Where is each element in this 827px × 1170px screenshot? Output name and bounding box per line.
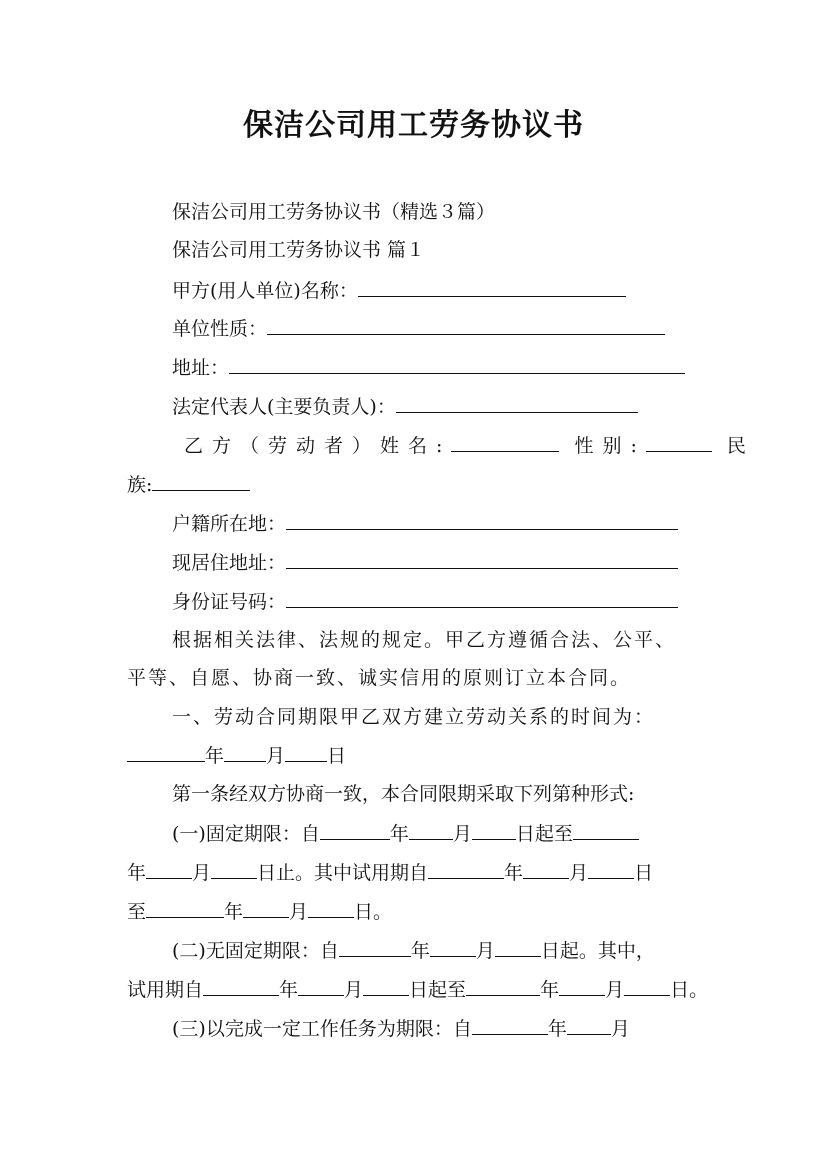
basis-paragraph-line-1: 根据相关法律、法规的规定。甲乙方遵循合法、公平、 [172, 629, 677, 651]
household-label: 户籍所在地： [172, 513, 287, 535]
fixed-term-line-2 [127, 858, 653, 887]
unit-nature-line [172, 314, 665, 343]
fixed-start-day-blank [472, 819, 516, 840]
month-label: 月 [605, 979, 625, 1001]
section-heading: 保洁公司用工劳务协议书 篇１ [172, 239, 426, 261]
party-a-name-blank [358, 276, 626, 297]
party-b-line [184, 431, 755, 460]
party-a-name-label: 甲方(用人单位)名称： [172, 280, 358, 302]
document-title: 保洁公司用工劳务协议书 [243, 108, 584, 143]
month-label: 月 [452, 823, 472, 845]
nonfixed-day-blank [495, 936, 541, 957]
nf-trial-start-day-blank [363, 975, 409, 996]
task-year-blank [472, 1014, 548, 1035]
household-blank [286, 509, 678, 530]
fixed-term-line-3 [127, 897, 392, 926]
residence-blank [286, 548, 678, 569]
fixed-term-label: (一)固定期限：自 [172, 823, 320, 845]
term-year-blank [127, 741, 205, 762]
year-label: 年 [389, 823, 409, 845]
household-line [172, 509, 678, 538]
year-label: 年 [205, 745, 225, 767]
term-date-line [127, 741, 346, 770]
term-day-blank [285, 741, 327, 762]
nf-trial-start-month-blank [298, 975, 344, 996]
trial-start-year-blank [428, 858, 504, 879]
unit-nature-blank [267, 314, 665, 335]
nf-trial-end-month-blank [559, 975, 605, 996]
end-trial-label: 日止。其中试用期自 [257, 862, 429, 884]
ethnic-label-start: 民 [726, 435, 755, 457]
month-label: 月 [344, 979, 364, 1001]
ethnic-label-end: 族: [127, 474, 153, 496]
nonfixed-term-line-1 [172, 936, 655, 965]
ethnic-blank [152, 470, 250, 491]
term-month-blank [224, 741, 266, 762]
article-1: 第一条经双方协商一致，本合同限期采取下列第种形式: [172, 783, 635, 805]
year-label: 年 [410, 940, 430, 962]
month-label: 月 [289, 901, 309, 923]
year-label: 年 [547, 1018, 567, 1040]
residence-line [172, 548, 678, 577]
fixed-end-year-blank [573, 819, 639, 840]
trial-end-day-blank [308, 897, 354, 918]
trial-end-year-blank [146, 897, 224, 918]
fixed-end-day-blank [211, 858, 257, 879]
month-label: 月 [266, 745, 286, 767]
unit-nature-label: 单位性质： [172, 318, 268, 340]
from-to-label: 日起至 [409, 979, 467, 1001]
task-term-line [172, 1014, 630, 1043]
year-label: 年 [127, 862, 147, 884]
basis-paragraph-line-2: 平等、自愿、协商一致、诚实信用的原则订立本合同。 [127, 667, 632, 689]
year-label: 年 [224, 901, 244, 923]
legal-rep-line [172, 392, 638, 421]
month-label: 月 [475, 940, 495, 962]
id-number-label: 身份证号码： [172, 591, 287, 613]
day-period-label: 日。 [670, 979, 709, 1001]
fixed-term-line-1 [172, 819, 639, 848]
fixed-start-year-blank [320, 819, 390, 840]
month-label: 月 [569, 862, 589, 884]
nf-trial-start-year-blank [203, 975, 279, 996]
nonfixed-term-line-2 [127, 975, 708, 1004]
nonfixed-year-blank [339, 936, 411, 957]
month-label: 月 [610, 1018, 630, 1040]
trial-end-month-blank [243, 897, 289, 918]
address-line [172, 353, 685, 382]
id-number-blank [286, 587, 678, 608]
gender-blank [646, 431, 712, 452]
ethnic-line [127, 470, 250, 499]
legal-rep-label: 法定代表人(主要负责人)： [172, 396, 396, 418]
address-label: 地址： [172, 357, 230, 379]
day-period-label: 日。 [354, 901, 393, 923]
year-label: 年 [504, 862, 524, 884]
day-label: 日 [634, 862, 654, 884]
term-heading: 一、劳动合同期限甲乙双方建立劳动关系的时间为： [172, 706, 656, 728]
nf-trial-end-day-blank [624, 975, 670, 996]
start-among-label: 日起。其中， [540, 940, 655, 962]
party-a-name-line [172, 276, 626, 305]
day-label: 日 [327, 745, 347, 767]
trial-start-day-blank [588, 858, 634, 879]
from-to-label: 日起至 [515, 823, 573, 845]
nonfixed-month-blank [430, 936, 476, 957]
nonfixed-term-label: (二)无固定期限：自 [172, 940, 339, 962]
fixed-start-month-blank [409, 819, 453, 840]
year-label: 年 [279, 979, 299, 1001]
residence-label: 现居住地址： [172, 552, 287, 574]
legal-rep-blank [396, 392, 638, 413]
month-label: 月 [192, 862, 212, 884]
task-month-blank [567, 1014, 611, 1035]
subtitle: 保洁公司用工劳务协议书（精选３篇） [172, 201, 496, 223]
year-label: 年 [540, 979, 560, 1001]
trial-start-month-blank [523, 858, 569, 879]
fixed-end-month-blank [146, 858, 192, 879]
task-term-label: (三)以完成一定工作任务为期限：自 [172, 1018, 472, 1040]
trial-from-label: 试用期自 [127, 979, 204, 1001]
id-number-line [172, 587, 678, 616]
to-label: 至 [127, 901, 147, 923]
gender-label: 性别: [574, 435, 646, 457]
address-blank [229, 353, 685, 374]
nf-trial-end-year-blank [466, 975, 540, 996]
party-b-label: 乙方（劳动者）姓名: [184, 435, 452, 457]
party-b-name-blank [451, 431, 559, 452]
